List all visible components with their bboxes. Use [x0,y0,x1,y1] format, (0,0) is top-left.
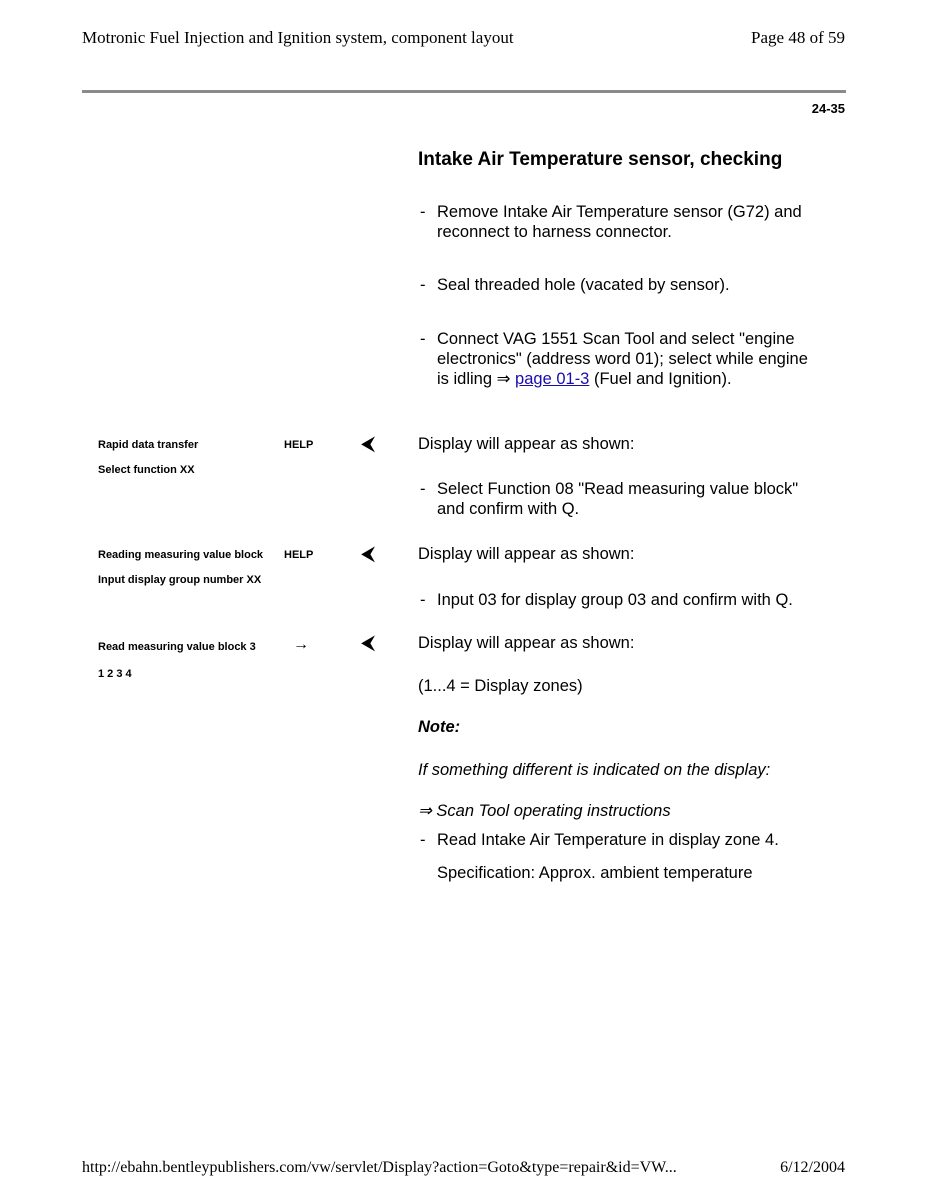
display-3-zones: 1 2 3 4 [98,668,132,680]
page-number: Page 48 of 59 [751,28,845,47]
arrow-right-icon: ⇒ [496,370,511,388]
display-shown-text-3: Display will appear as shown: [418,634,635,652]
page-code: 24-35 [811,101,845,116]
step-connect-scan-tool: - Connect VAG 1551 Scan Tool and select "engine electronics" (address word 01); select while engine is idling ⇒ page 01-3 (Fuel and Ignition). [420,330,808,388]
display-1-line-2: Select function XX [98,464,195,476]
step-remove-sensor: - Remove Intake Air Temperature sensor (G72) and reconnect to harness connector. [420,203,802,241]
note-text: If something different is indicated on the display: [418,761,771,779]
display-shown-text-1: Display will appear as shown: [418,435,635,453]
specification: Specification: Approx. ambient temperature [437,864,753,882]
step-select-function-08: - Select Function 08 "Read measuring value block" and confirm with Q. [420,480,799,518]
pointer-arrow-icon: ⮜ [361,632,376,654]
scan-tool-reference: ⇒ Scan Tool operating instructions [418,802,671,820]
section-title: Intake Air Temperature sensor, checking [418,149,783,170]
pointer-arrow-icon: ⮜ [361,433,376,455]
step-seal-hole: - Seal threaded hole (vacated by sensor). [420,276,730,294]
page-01-3-link[interactable]: page 01-3 [515,370,590,388]
display-shown-text-2: Display will appear as shown: [418,545,635,563]
step-input-group-03: - Input 03 for display group 03 and confirm with Q. [420,591,793,609]
display-1-help: HELP [284,439,314,451]
display-2-line-1: Reading measuring value block [98,549,264,561]
note-heading: Note: [418,718,461,736]
document-title: Motronic Fuel Injection and Ignition system, component layout [82,28,514,47]
footer-date: 6/12/2004 [780,1159,845,1176]
display-2-line-2: Input display group number XX [98,574,262,586]
step-read-temperature: - Read Intake Air Temperature in display zone 4. [420,831,779,849]
display-2-help: HELP [284,549,314,561]
display-zones-note: (1...4 = Display zones) [418,677,583,695]
pointer-arrow-icon: ⮜ [361,543,376,565]
display-3-arrow-icon: → [293,636,309,653]
display-1-line-1: Rapid data transfer [98,439,199,451]
header-divider [82,90,846,93]
display-3-line-1: Read measuring value block 3 [98,641,256,653]
footer-url: http://ebahn.bentleypublishers.com/vw/servlet/Display?action=Goto&type=repair&id=VW... [82,1159,677,1176]
